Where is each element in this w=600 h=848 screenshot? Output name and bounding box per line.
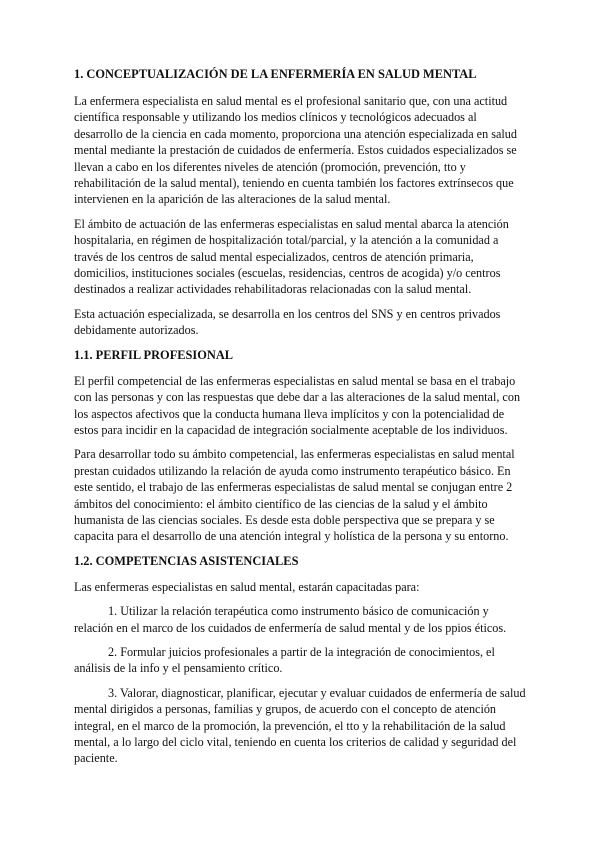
paragraph: Para desarrollar todo su ámbito competencial, las enfermeras especialistas en salud mental prestan cuidados utilizando la relación de ayuda como instrumento terapéutico básico. En este sentido, el trabajo de las enfermeras especialistas de salud mental se conjugan entre 2 ámbitos del conocimiento: el ámbito científico de las ciencias de la salud y el ámbito humanista de las ciencias sociales. Es desde esta doble perspectiva que se prepara y se capacita para el desarrollo de una atención integral y holística de la persona y su entorno. bbox=[74, 447, 515, 544]
list-item: 3. Valorar, diagnosticar, planificar, ejecutar y evaluar cuidados de enfermería de salud mental dirigidos a personas, familias y grupos, de acuerdo con el concepto de atención integral, en el marco de la promoción, la prevención, el tto y la rehabilitación de la salud mental, a lo largo del ciclo vital, teniendo en cuenta los criterios de calidad y seguridad del paciente. bbox=[74, 685, 526, 766]
paragraph: Esta actuación especializada, se desarrolla en los centros del SNS y en centros privados debidamente autorizados. bbox=[74, 306, 501, 338]
section-heading: 1. CONCEPTUALIZACIÓN DE LA ENFERMERÍA EN SALUD MENTAL bbox=[74, 67, 477, 81]
subsection-heading: 1.2. COMPETENCIAS ASISTENCIALES bbox=[74, 553, 299, 568]
subsection-heading: 1.1. PERFIL PROFESIONAL bbox=[74, 347, 234, 362]
list-item: 1. Utilizar la relación terapéutica como instrumento básico de comunicación y relación en el marco de los cuidados de enfermería de salud mental y de los ppios éticos. bbox=[74, 604, 507, 635]
paragraph: El ámbito de actuación de las enfermeras especialistas en salud mental abarca la atención hospitalaria, en régimen de hospitalización total/parcial, y la atención a la comunidad a través de los centros de salud mental especializados, centros de atención primaria, domicilios, instituciones sociales (escuelas, residencias, centros de acogida) y/o centros destinados a realizar actividades rehabilitadoras relacionadas con la salud mental. bbox=[74, 216, 509, 297]
paragraph: Las enfermeras especialistas en salud mental, estarán capacitadas para: bbox=[74, 579, 420, 594]
paragraph: El perfil competencial de las enfermeras especialistas en salud mental se basa en el trabajo con las personas y con las respuestas que debe dar a las alteraciones de la salud mental, con los aspectos afectivos que la conducta humana lleva implícitos y con la potencialidad de estos para incidir en la capacidad de integración socialmente aceptable de los individuos. bbox=[74, 373, 521, 437]
paragraph: La enfermera especialista en salud mental es el profesional sanitario que, con una actitud científica responsable y utilizando los medios clínicos y tecnológicos adecuados al desarrollo de la ciencia en cada momento, proporciona una atención especializada en salud mental mediante la prestación de cuidados de enfermería. Estos cuidados especializados se llevan a cabo en los diferentes niveles de atención (promoción, prevención, tto y rehabilitación de la salud mental), teniendo en cuenta también los factores extrínsecos que intervienen en la aparición de las alteraciones de la salud mental. bbox=[74, 94, 517, 207]
list-item: 2. Formular juicios profesionales a partir de la integración de conocimientos, el análisis de la info y el pensamiento crítico. bbox=[74, 644, 495, 676]
